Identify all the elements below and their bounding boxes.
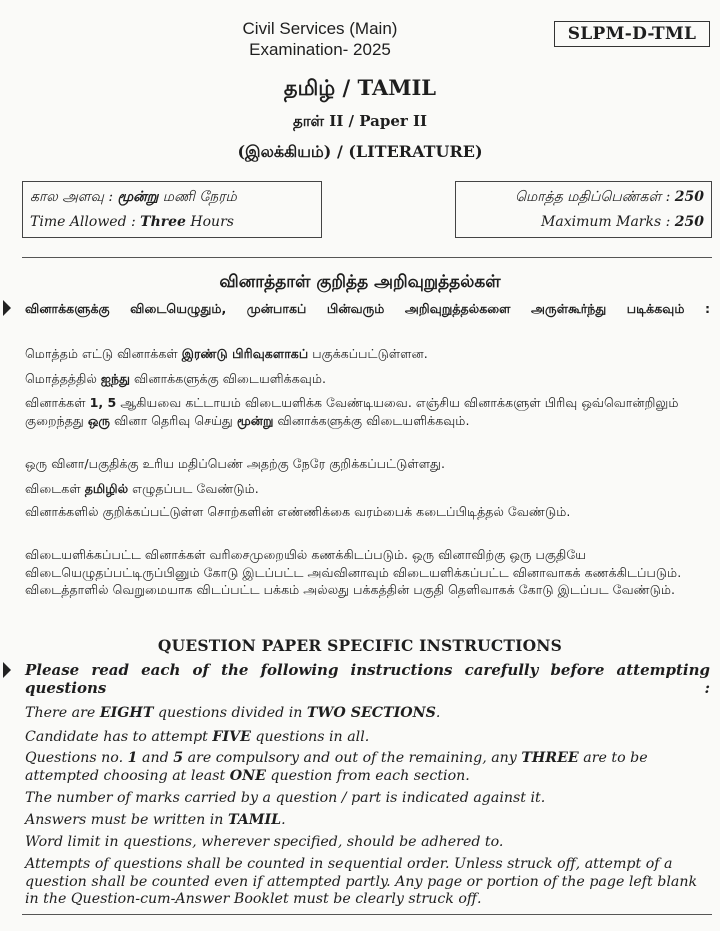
time-allowed-english: Time Allowed : Three Hours [30, 214, 234, 230]
tamil-instruction-3: வினாக்கள் 1, 5 ஆகியவை கட்டாயம் விடையளிக்க வேண்டியவை. எஞ்சிய வினாக்களுள் பிரிவு ஒவ்வொன்றிலும் குறைந்தது ஒரு வினா தெரிவு செய்து மூன்று வினாக்களுக்கு விடையளிக்கவும். [25, 395, 679, 428]
tamil-instructions-intro: வினாக்களுக்கு விடையெழுதும், முன்பாகப் பின்வரும் அறிவுறுத்தல்களை அருள்கூர்ந்து படிக்கவும் : [25, 301, 710, 316]
tamil-instructions-heading: வினாத்தாள் குறித்த அறிவுறுத்தல்கள் [219, 272, 501, 292]
english-instruction-1: There are EIGHT questions divided in TWO SECTIONS. [25, 705, 441, 721]
english-instructions-intro: Please read each of the following instructions carefully before attempting questions : [25, 661, 710, 697]
divider-top [22, 257, 712, 258]
english-instruction-3: Questions no. 1 and 5 are compulsory and out of the remaining, any THREE are to be attempted choosing at least ONE question from each section. [25, 750, 648, 784]
exam-title [200, 18, 440, 60]
paper-code-box: SLPM-D-TML [554, 21, 710, 47]
english-instruction-6: Word limit in questions, wherever specified, should be adhered to. [25, 834, 504, 850]
tamil-instruction-2: மொத்தத்தில் ஐந்து வினாக்களுக்கு விடையளிக்கவும். [25, 371, 326, 386]
exam-title-line2: Examination- 2025 [249, 40, 391, 59]
tamil-instruction-5: விடைகள் தமிழில் எழுதப்பட வேண்டும். [25, 481, 259, 496]
exam-title-line1: Civil Services (Main) [242, 19, 398, 38]
tamil-instruction-1: மொத்தம் எட்டு வினாக்கள் இரண்டு பிரிவுகளாகப் பகுக்கப்பட்டுள்ளன. [25, 346, 428, 361]
maximum-marks-box [455, 181, 712, 238]
maximum-marks-tamil: மொத்த மதிப்பெண்கள் : 250 [515, 189, 704, 205]
english-instruction-4: The number of marks carried by a question / part is indicated against it. [25, 790, 546, 806]
maximum-marks-english: Maximum Marks : 250 [541, 214, 704, 230]
english-instruction-5: Answers must be written in TAMIL. [25, 812, 286, 828]
divider-bottom [22, 914, 712, 915]
english-instruction-2: Candidate has to attempt FIVE questions in all. [25, 729, 370, 745]
margin-mark [3, 662, 11, 678]
tamil-instruction-7: விடையளிக்கப்பட்ட வினாக்கள் வரிசைமுறையில் கணக்கிடப்படும். ஒரு வினாவிற்கு ஒரு பகுதியே விடையெழுதப்பட்டிருப்பினும் கோடு இடப்பட்ட அவ்வினாவும் விடையளிக்கப்பட்ட வினாவாகக் கணக்கிடப்படும். விடைத்தாளில் வெறுமையாக விடப்பட்ட பக்கம் அல்லது பக்கத்தின் பகுதி தெளிவாகக் கோடு இடப்பட வேண்டும். [25, 547, 682, 597]
tamil-instruction-4: ஒரு வினா/பகுதிக்கு உரிய மதிப்பெண் அதற்கு நேரே குறிக்கப்பட்டுள்ளது. [25, 456, 445, 471]
time-allowed-box [22, 181, 322, 238]
margin-mark [3, 300, 11, 316]
section-title: (இலக்கியம்) / (LITERATURE) [237, 142, 483, 161]
subject-title: தமிழ் / TAMIL [283, 75, 437, 100]
paper-number: தாள் II / Paper II [292, 112, 428, 130]
time-allowed-tamil: கால அளவு : மூன்று மணி நேரம் [30, 189, 237, 205]
tamil-instruction-6: வினாக்களில் குறிக்கப்பட்டுள்ள சொற்களின் எண்ணிக்கை வரம்பைக் கடைப்பிடித்தல் வேண்டும். [25, 504, 571, 519]
english-instruction-7: Attempts of questions shall be counted in sequential order. Unless struck off, attempt of a question shall be counted even if attempted partly. Any page or portion of the page left blank in the Question-cum-Answer Booklet must be clearly struck off. [25, 856, 698, 907]
english-instructions-heading: QUESTION PAPER SPECIFIC INSTRUCTIONS [157, 636, 563, 655]
